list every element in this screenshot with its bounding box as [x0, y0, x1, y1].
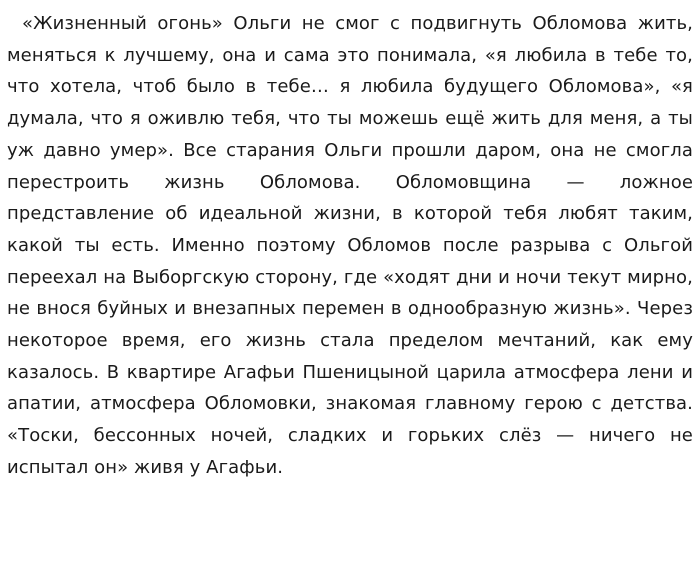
- essay-paragraph: «Жизненный огонь» Ольги не смог с подвигнуть Обломова жить, меняться к лучшему, она и сама это понимала, «я любила в тебе то, что хотела, чтоб было в тебе… я любила будущего Обломова», «я думала, что я оживлю тебя, что ты можешь ещё жить для меня, а ты уж давно умер». Все старания Ольги прошли даром, она не смогла перестроить жизнь Обломова. Обломовщина — ложное представление об идеальной жизни, в которой тебя любят таким, какой ты есть. Именно поэтому Обломов после разрыва с Ольгой переехал на Выборгскую сторону, где «ходят дни и ночи текут мирно, не внося буйных и внезапных перемен в однообразную жизнь». Через некоторое время, его жизнь стала пределом мечтаний, как ему казалось. В квартире Агафьи Пшеницыной царила атмосфера лени и апатии, атмосфера Обломовки, знакомая главному герою с детства. «Тоски, бессонных ночей, сладких и горьких слёз — ничего не испытал он» живя у Агафьи.: [7, 13, 693, 478]
